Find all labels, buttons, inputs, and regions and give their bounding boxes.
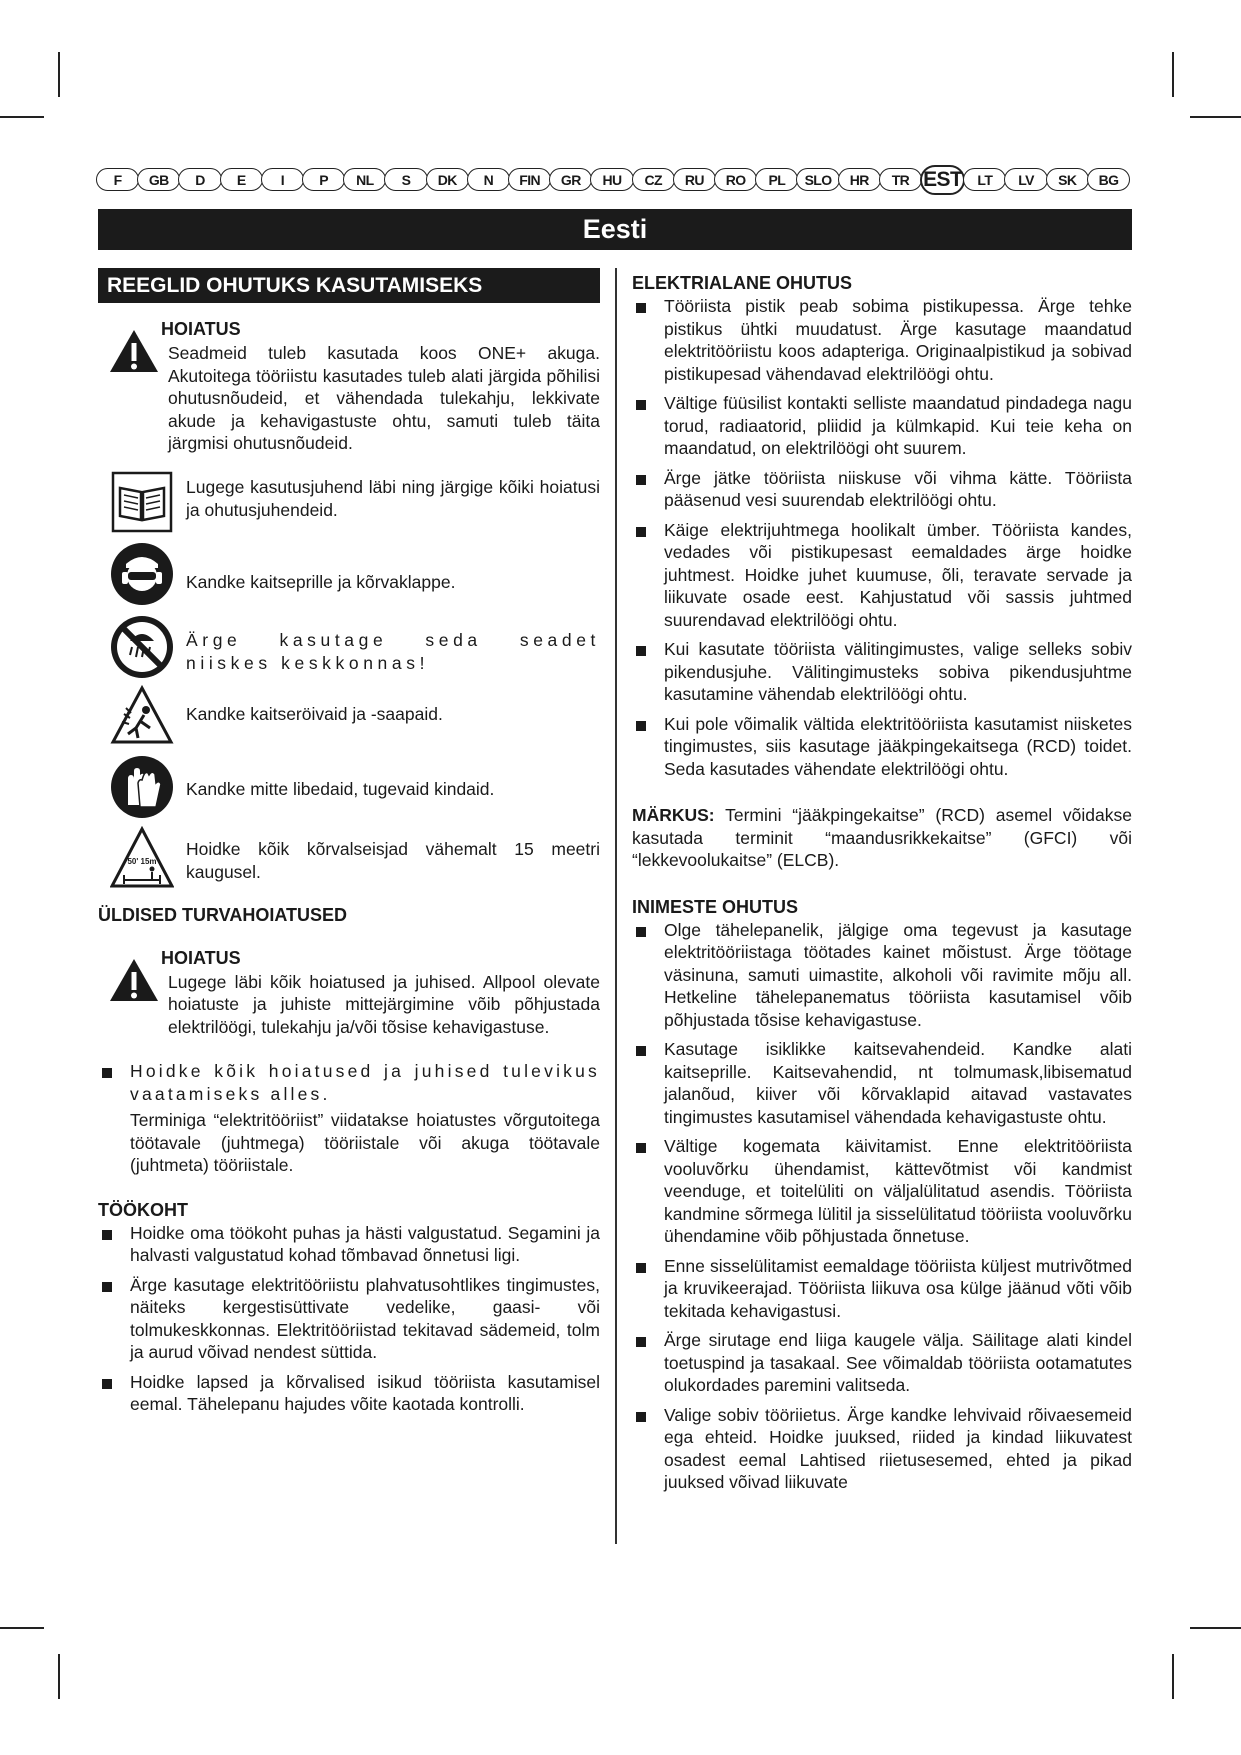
- list-item: Tööriista pistik peab sobima pistikupessa. Ärge tehke pistikus ühtki muudatust. Ärge kasutage maandatud elektritööriistu koos adapteriga. Originaalpistikud ja sobivad pistikupesad vähendavad elektrilöögi ohtu.: [632, 295, 1132, 385]
- warning-triangle-icon: [108, 957, 160, 1003]
- crop-mark-top-left-h: [0, 116, 44, 118]
- crop-mark-bottom-right-v: [1172, 1654, 1174, 1699]
- language-tab-hr[interactable]: HR: [838, 168, 881, 191]
- general-warnings-heading: ÜLDISED TURVAHOIATUSED: [98, 904, 348, 925]
- language-tab-fin[interactable]: FIN: [508, 168, 551, 191]
- language-tab-d[interactable]: D: [178, 168, 221, 191]
- symbol-text: Kandke kaitseröivaid ja -saapaid.: [186, 704, 443, 725]
- language-tab-f[interactable]: F: [96, 168, 139, 191]
- list-item: Olge tähelepanelik, jälgige oma tegevust ja kasutage elektritööriistaga töötades kainet mõistust. Ärge töötage väsinuna, samuti uimastite, alkoholi või ravimite mõju all. Hetkeline tähelepanematus tööriista kasutamisel võib põhjustada tõsise kehavigastuse.: [632, 919, 1132, 1032]
- language-tab-s[interactable]: S: [384, 168, 427, 191]
- language-tab-lt[interactable]: LT: [963, 168, 1006, 191]
- right-column: [632, 272, 1132, 1501]
- crop-mark-top-right-h: [1190, 116, 1241, 118]
- power-tool-definition: Terminiga “elektritööriist” viidatakse hoiatustes võrgutoitega töötavale (juhtmega) tööriistale või akuga töötavale (juhtmeta) tööriistale.: [130, 1110, 600, 1175]
- language-tab-e[interactable]: E: [220, 168, 263, 191]
- workplace-heading: TÖÖKOHT: [98, 1199, 188, 1220]
- crop-mark-bottom-left-h: [0, 1627, 44, 1629]
- warning-heading: HOIATUS: [161, 319, 241, 339]
- language-tab-gb[interactable]: GB: [137, 168, 180, 191]
- symbol-row-debris: [98, 684, 600, 746]
- symbol-text: Ärge kasutage seda seadet niiskes keskkonnas!: [186, 630, 600, 673]
- list-item: Ärge kasutage elektritööriistu plahvatusohtlikes tingimustes, näiteks kergestisüttivate vedelike, gaasi- või tolmukeskkonnas. Elektritööriistad tekitavad sädemeid, tolm ja aurud võivad nendest süttida.: [98, 1274, 600, 1364]
- crop-mark-top-left-v: [58, 52, 60, 97]
- language-tab-slo[interactable]: SLO: [796, 168, 839, 191]
- warning-text: Lugege läbi kõik hoiatused ja juhised. Allpool olevate hoiatuste ja juhiste mittejärgimine võib põhjustada elektrilöögi, tulekahju ja/või tõsise kehavigastuse.: [168, 971, 600, 1037]
- language-tab-pl[interactable]: PL: [755, 168, 798, 191]
- bystander-distance-icon: [110, 826, 174, 890]
- warning-block-1: [98, 318, 600, 455]
- language-tab-dk[interactable]: DK: [426, 168, 469, 191]
- distance-icon-label: 50' 15m: [127, 856, 157, 866]
- gloves-icon: [110, 755, 174, 819]
- crop-mark-top-right-v: [1172, 52, 1174, 97]
- crop-mark-bottom-right-h: [1190, 1627, 1241, 1629]
- list-item: Hoidke lapsed ja kõrvalised isikud tööriista kasutamisel eemal. Tähelepanu hajudes võite kaotada kontrolli.: [98, 1371, 600, 1416]
- left-column: [98, 268, 600, 1423]
- no-rain-icon: [110, 615, 174, 679]
- crop-mark-bottom-left-v: [58, 1654, 60, 1699]
- personal-safety-heading: INIMESTE OHUTUS: [632, 896, 799, 917]
- list-item: Vältige kogemata käivitamist. Enne elektritööriista vooluvõrku ühendamist, kättevõtmist või kandmist veenduge, et toitelüliti on väljalülitatud asendis. Tööriista kandmine sõrmega lülitil ja sisselülitatud tööriista vooluvõrku ühendamine võib põhjustada õnnetuse.: [632, 1135, 1132, 1248]
- warning-heading: HOIATUS: [161, 947, 241, 968]
- flying-debris-icon: [110, 684, 174, 748]
- list-item: Hoidke oma töökoht puhas ja hästi valgustatud. Segamini ja halvasti valgustatud kohad tõmbavad õnnetusi ligi.: [98, 1222, 600, 1267]
- language-tab-est[interactable]: EST: [920, 165, 965, 195]
- symbol-row-distance: [98, 826, 600, 892]
- language-tab-sk[interactable]: SK: [1046, 168, 1089, 191]
- personal-safety-list: [632, 919, 1132, 1494]
- electrical-safety-heading: ELEKTRIALANE OHUTUS: [632, 273, 852, 293]
- symbol-text: Lugege kasutusjuhend läbi ning järgige kõiki hoiatusi ja ohutusjuhendeid.: [186, 477, 600, 520]
- list-item: Vältige füüsilist kontakti selliste maandatud pindadega nagu torud, radiaatorid, pliidid ja külmkapid. Kui teie keha on maandatud, on elektrilöögi oht suurem.: [632, 392, 1132, 460]
- language-selector: [98, 168, 1130, 192]
- warning-triangle-icon: [108, 328, 160, 374]
- list-item: Hoidke kõik hoiatused ja juhised tulevikus vaatamiseks alles.: [98, 1060, 600, 1105]
- electrical-safety-list: [632, 295, 1132, 780]
- language-banner: Eesti: [98, 209, 1132, 250]
- list-item: Kui pole võimalik vältida elektritööriista kasutamist niisketes tingimustes, siis kasutage jääkpingekaitsega (RCD) toidet. Seda kasutades vähendate elektrilöögi ohtu.: [632, 713, 1132, 781]
- note-paragraph: [632, 804, 1132, 872]
- language-tab-tr[interactable]: TR: [879, 168, 922, 191]
- list-item: Enne sisselülitamist eemaldage tööriista küljest mutrivõtmed ja kruvikeerajad. Tööriista liikuva osa külge jäänud võti võib tekitada kehavigastusi.: [632, 1255, 1132, 1323]
- language-tab-bg[interactable]: BG: [1087, 168, 1130, 191]
- list-item: Kasutage isiklikke kaitsevahendeid. Kandke alati kaitseprille. Kaitsevahendid, nt tolmumask,libisematud jalanõud, kiiver või kõrvaklapid aitavad vastavates tingimustes kasutamisel vähendada kehavigastuste ohtu.: [632, 1038, 1132, 1128]
- symbol-row-eye-ear: [98, 540, 600, 608]
- symbol-text: Kandke mitte libedaid, tugevaid kindaid.: [186, 779, 495, 800]
- symbol-text: Kandke kaitseprille ja kõrvaklappe.: [186, 572, 456, 593]
- language-tab-cz[interactable]: CZ: [632, 168, 675, 191]
- column-divider: [615, 268, 617, 1544]
- note-label: MÄRKUS:: [632, 805, 715, 825]
- language-tab-ru[interactable]: RU: [673, 168, 716, 191]
- language-tab-i[interactable]: I: [261, 168, 304, 191]
- language-tab-ro[interactable]: RO: [714, 168, 757, 191]
- keep-instructions-list: [98, 1060, 600, 1105]
- language-tab-lv[interactable]: LV: [1004, 168, 1047, 191]
- language-tab-gr[interactable]: GR: [549, 168, 592, 191]
- manual-book-icon: [110, 470, 174, 534]
- language-tab-hu[interactable]: HU: [590, 168, 633, 191]
- symbol-row-manual: [98, 470, 600, 534]
- list-item: Käige elektrijuhtmega hoolikalt ümber. Tööriista kandes, vedades või pistikupesast eemaldades ärge hoidke juhtmest. Hoidke juhet kuumuse, õli, teravate servade ja liikuvate osade eest. Kahjustatud või sassis juhtmed suurendavad elektrilöögi ohtu.: [632, 519, 1132, 632]
- symbol-row-no-rain: [98, 614, 600, 680]
- language-tab-p[interactable]: P: [302, 168, 345, 191]
- symbol-text: Hoidke kõik kõrvalseisjad vähemalt 15 meetri kaugusel.: [186, 839, 600, 882]
- note-text: Termini “jääkpingekaitse” (RCD) asemel võidakse kasutada terminit “maandusrikkekaitse” (GFCI) või “lekkevoolukaitse” (ELCB).: [632, 805, 1132, 870]
- warning-text: Seadmeid tuleb kasutada koos ONE+ akuga. Akutoitega tööriistu kasutades tuleb alati järgida põhilisi ohutusnõudeid, et vähendada tulekahju, lekkivate akude ja kehavigastuste ohtu, samuti tuleb täita järgmisi ohutusnõudeid.: [168, 343, 600, 453]
- list-item: Ärge jätke tööriista niiskuse või vihma kätte. Tööriista pääsenud vesi suurendab elektrilöögi ohtu.: [632, 467, 1132, 512]
- workplace-list: [98, 1222, 600, 1416]
- language-tab-n[interactable]: N: [467, 168, 510, 191]
- language-tab-nl[interactable]: NL: [343, 168, 386, 191]
- list-item: Kui kasutate tööriista välitingimustes, valige selleks sobiv pikendusjuhe. Välitingimusteks sobiva pikendusjuhtme kasutamine vähendab elektrilöögi ohtu.: [632, 638, 1132, 706]
- eye-ear-protection-icon: [110, 542, 174, 606]
- list-item: Ärge sirutage end liiga kaugele välja. Säilitage alati kindel toetuspind ja tasakaal. See võimaldab tööriista ootamatutes olukordades paremini valitseda.: [632, 1329, 1132, 1397]
- warning-block-2: [98, 947, 600, 1039]
- symbol-row-gloves: [98, 754, 600, 818]
- section-title: REEGLID OHUTUKS KASUTAMISEKS: [98, 268, 600, 303]
- list-item: Valige sobiv tööriietus. Ärge kandke lehvivaid rõivaesemeid ega ehteid. Hoidke juuksed, riided ja kindad liikuvatest osadest eemal Lahtised riietusesemed, ehted ja pikad juuksed võivad liikuvate: [632, 1404, 1132, 1494]
